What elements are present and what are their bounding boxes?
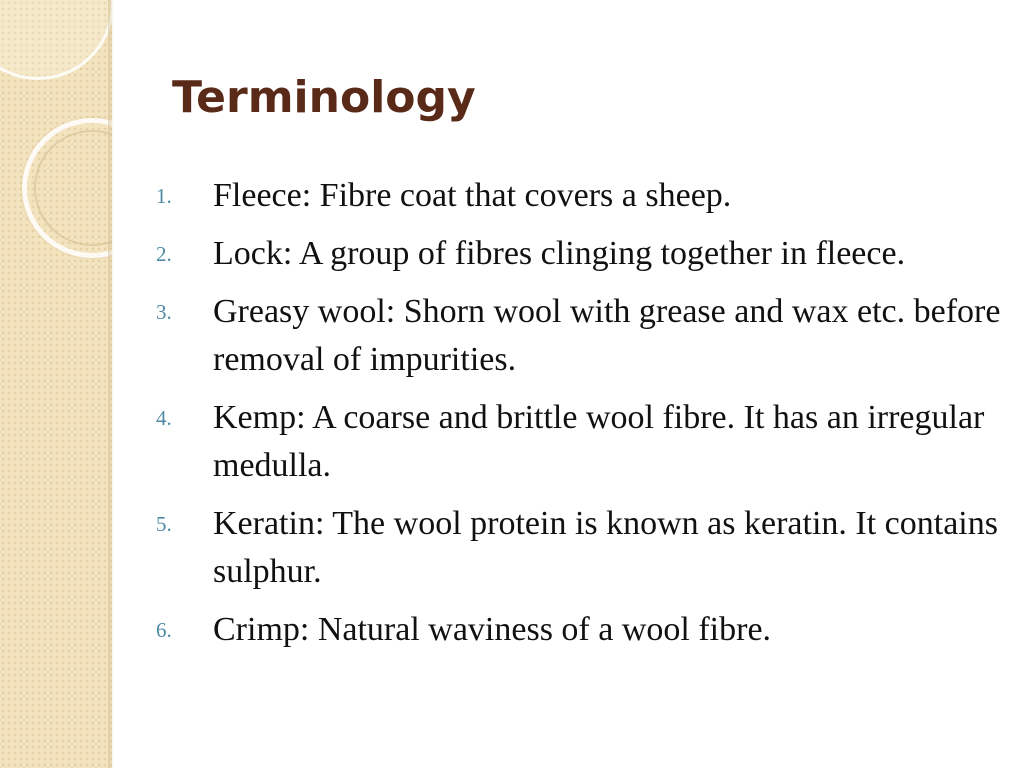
list-item-number: 4.	[156, 406, 172, 430]
decorative-ring-top	[0, 0, 112, 80]
list-item	[156, 394, 1006, 490]
list-item-number: 6.	[156, 618, 172, 642]
list-item-text: Lock: A group of fibres clinging together in fleece.	[213, 235, 906, 272]
slide-title: Terminology	[172, 72, 476, 123]
list-item-text: Fleece: Fibre coat that covers a sheep.	[213, 177, 732, 214]
list-item-number: 3.	[156, 300, 172, 324]
decorative-side-band	[0, 0, 112, 768]
list-item-text: Crimp: Natural waviness of a wool fibre.	[213, 611, 772, 648]
list-item	[156, 230, 1006, 278]
list-item	[156, 606, 1006, 654]
list-item-text: Keratin: The wool protein is known as keratin. It contains sulphur.	[213, 505, 998, 590]
list-item	[156, 500, 1006, 596]
list-item-text: Kemp: A coarse and brittle wool fibre. It has an irregular medulla.	[213, 399, 985, 484]
list-item	[156, 172, 1006, 220]
side-band-edge	[108, 0, 114, 768]
list-item-text: Greasy wool: Shorn wool with grease and wax etc. before removal of impurities.	[213, 293, 1001, 378]
list-item-number: 5.	[156, 512, 172, 536]
list-item	[156, 288, 1006, 384]
terminology-list	[156, 172, 1006, 664]
list-item-number: 2.	[156, 242, 172, 266]
list-item-number: 1.	[156, 184, 172, 208]
